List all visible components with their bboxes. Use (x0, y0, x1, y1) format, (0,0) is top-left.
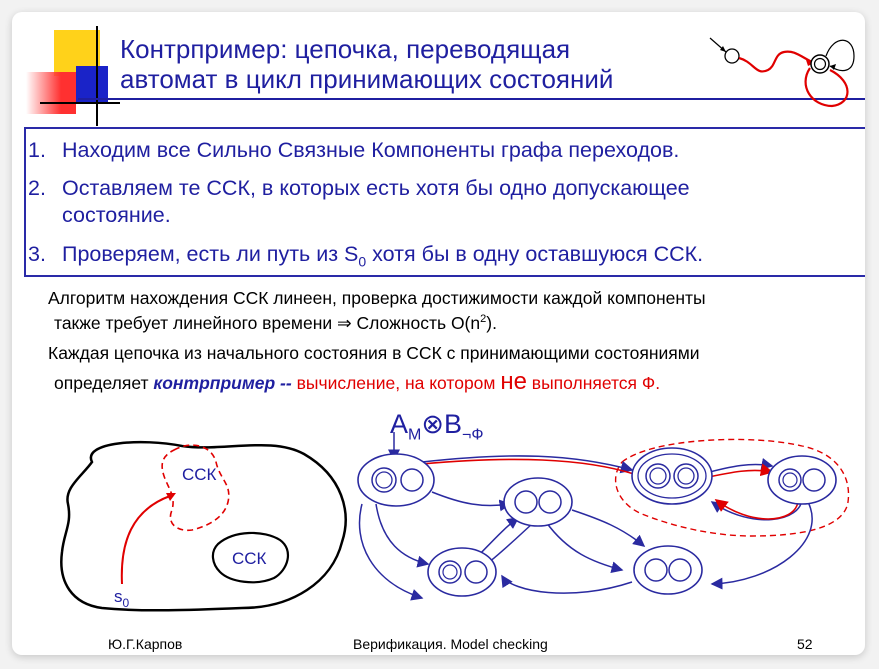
step-3-text-before: Проверяем, есть ли путь из S (62, 242, 359, 266)
paragraph-2-line-2: определяет контрпример -- вычисление, на котором не выполняется Ф. (54, 368, 661, 395)
title-line-2: автомат в цикл принимающих состояний (120, 64, 614, 94)
slide-title (120, 34, 613, 94)
decor-horizontal-line (40, 102, 120, 104)
footer-course: Верификация. Model checking (353, 636, 548, 652)
step-1: 1. Находим все Сильно Связные Компоненты графа переходов. (28, 138, 680, 162)
node-initial (358, 454, 434, 506)
node-accepting-right (768, 456, 836, 504)
decor-red-square (26, 72, 76, 114)
product-graph-diagram (332, 432, 862, 622)
step-3-subscript: 0 (358, 253, 367, 270)
step-1-text: Находим все Сильно Связные Компоненты графа переходов. (62, 138, 680, 162)
node-accepting-left (632, 448, 712, 504)
step-3: 3. Проверяем, есть ли путь из $S_0$ хотя бы в одну оставшуюся ССК. (28, 242, 704, 270)
footer-author: Ю.Г.Карпов (108, 636, 183, 652)
node-bottom-right (634, 546, 702, 594)
node-middle (504, 478, 572, 526)
title-line-1: Контрпример: цепочка, переводящая (120, 34, 571, 64)
step-2-text: Оставляем те ССК, в которых есть хотя бы одно допускающее (62, 176, 690, 200)
node-bottom-left (428, 548, 496, 596)
paragraph-1-line-1: Алгоритм нахождения ССК линеен, проверка достижимости каждой компоненты (48, 288, 706, 308)
scc-state-space-diagram (42, 432, 362, 617)
step-3-text-after: хотя бы в одну оставшуюся ССК. (366, 242, 704, 266)
counterexample-term: контрпример -- (153, 373, 292, 393)
start-state-label: $s_0$ (114, 587, 130, 610)
step-2-continuation: состояние. (62, 203, 171, 227)
scc-2-label: ССК (232, 549, 267, 568)
lasso-automaton-icon (702, 26, 862, 116)
paragraph-1-line-2: также требует линейного времени ⇒ Сложность $O(n^2)$. (54, 312, 497, 333)
product-automaton-label: $A_M\otimes B_{\neg Ф}$ (390, 409, 484, 444)
step-2: 2. Оставляем те ССК, в которых есть хотя бы одно допускающее (28, 176, 690, 200)
footer-page-number: 52 (797, 636, 813, 652)
scc-1-label: ССК (182, 465, 217, 484)
paragraph-2-line-1: Каждая цепочка из начального состояния в ССК с принимающими состояниями (48, 343, 700, 363)
slide (12, 12, 865, 655)
decor-vertical-line (96, 26, 98, 126)
